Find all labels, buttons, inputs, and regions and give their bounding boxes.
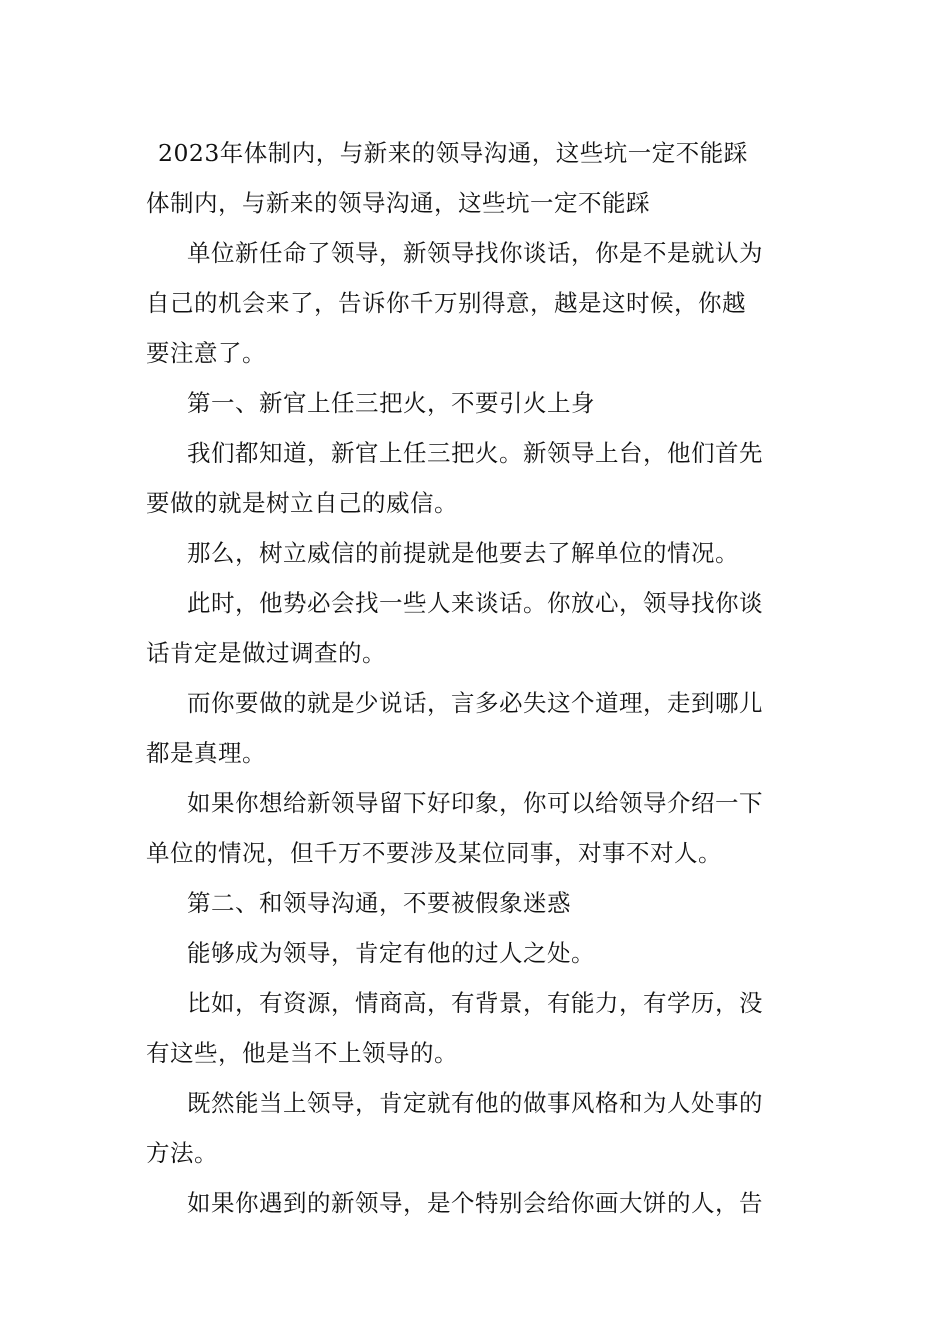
paragraph-line: 有这些，他是当不上领导的。 — [146, 1039, 458, 1067]
paragraph-line: 如果你遇到的新领导，是个特别会给你画大饼的人，告 — [187, 1189, 763, 1217]
document-subtitle: 体制内，与新来的领导沟通，这些坑一定不能踩 — [146, 189, 650, 217]
section-heading: 第二、和领导沟通，不要被假象迷惑 — [187, 889, 571, 917]
document-title: 2023年体制内，与新来的领导沟通，这些坑一定不能踩 — [158, 139, 748, 167]
paragraph-line: 要做的就是树立自己的威信。 — [146, 489, 458, 517]
paragraph-line: 方法。 — [146, 1139, 218, 1167]
paragraph-line: 比如，有资源，情商高，有背景，有能力，有学历，没 — [187, 989, 763, 1017]
paragraph-line: 我们都知道，新官上任三把火。新领导上台，他们首先 — [187, 439, 763, 467]
paragraph-line: 自己的机会来了，告诉你千万别得意，越是这时候，你越 — [146, 289, 746, 317]
paragraph-line: 单位的情况，但千万不要涉及某位同事，对事不对人。 — [146, 839, 722, 867]
paragraph-line: 此时，他势必会找一些人来谈话。你放心，领导找你谈 — [187, 589, 763, 617]
paragraph-line: 单位新任命了领导，新领导找你谈话，你是不是就认为 — [187, 239, 763, 267]
section-heading: 第一、新官上任三把火，不要引火上身 — [187, 389, 595, 417]
paragraph-line: 能够成为领导，肯定有他的过人之处。 — [187, 939, 595, 967]
document-body — [146, 128, 810, 1228]
paragraph-line: 而你要做的就是少说话，言多必失这个道理，走到哪儿 — [187, 689, 763, 717]
paragraph-line: 要注意了。 — [146, 339, 266, 367]
paragraph-line: 话肯定是做过调查的。 — [146, 639, 386, 667]
paragraph-line: 都是真理。 — [146, 739, 266, 767]
paragraph-line: 如果你想给新领导留下好印象，你可以给领导介绍一下 — [187, 789, 763, 817]
paragraph-line: 既然能当上领导，肯定就有他的做事风格和为人处事的 — [187, 1089, 763, 1117]
paragraph-line: 那么，树立威信的前提就是他要去了解单位的情况。 — [187, 539, 739, 567]
